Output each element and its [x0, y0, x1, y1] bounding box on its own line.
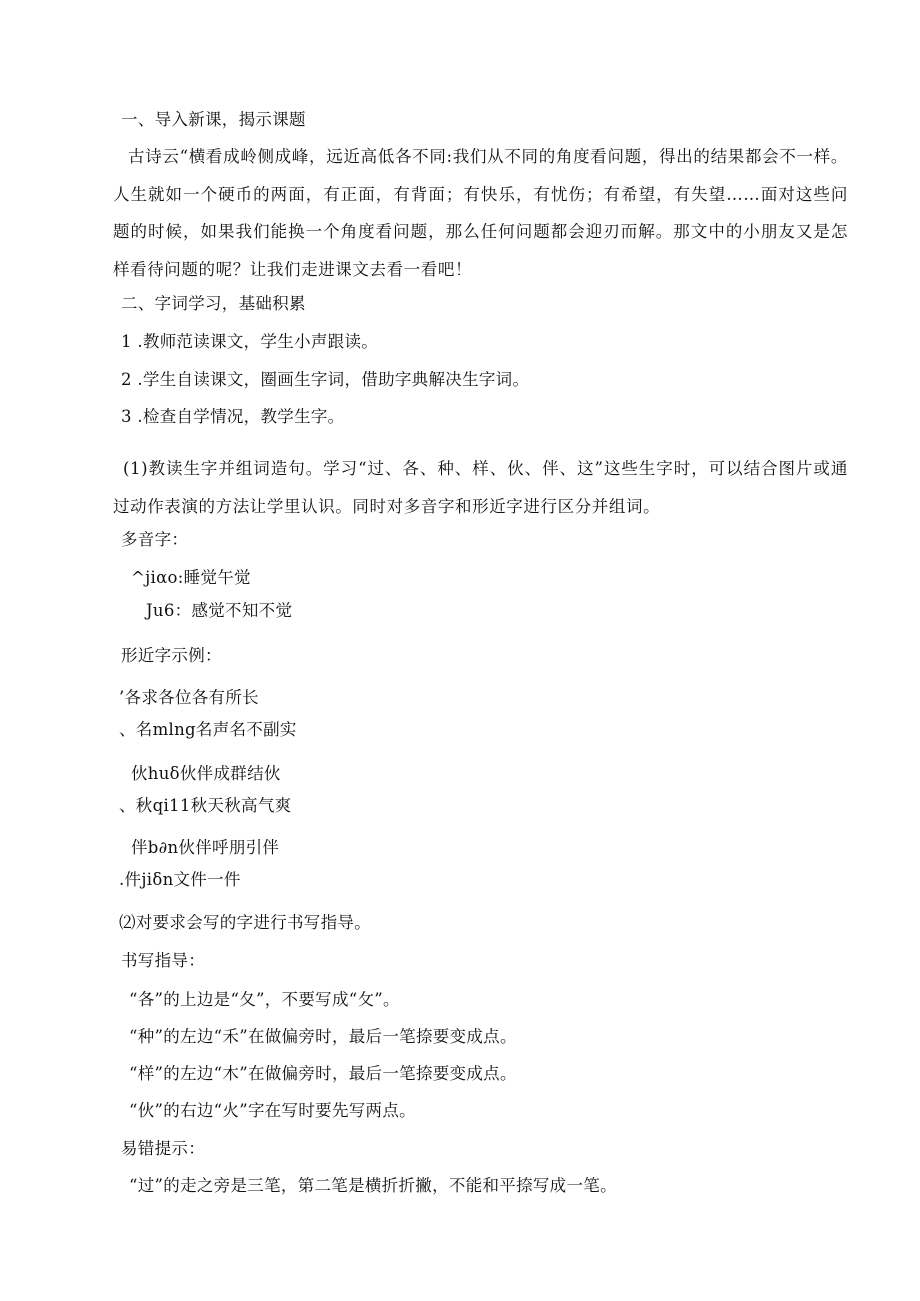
section1-heading: 一、导入新课，揭示课题 [121, 110, 306, 129]
intro-paragraph: 古诗云“横看成岭侧成峰，远近高低各不同:我们从不同的角度看问题，得出的结果都会不一样。人生就如一个硬币的两面，有正面，有背面；有快乐，有忧伤；有希望，有失望……面对这些问题的时候，如果我们能换一个角度看问题，那么任何问题都会迎刃而解。那文中的小朋友又是怎样看待问题的呢？让我们走进课文去看一看吧！ [113, 147, 848, 279]
polyphone-label: 多音字： [121, 530, 189, 549]
writing-guide-item-4: “伙”的右边“火”字在写时要先写两点。 [129, 1101, 416, 1120]
writing-guide-item-1: “各”的上边是“夂”，不要写成“攵”。 [129, 990, 400, 1009]
sub2-heading: ⑵对要求会写的字进行书写指导。 [119, 913, 371, 932]
polyphone-line-2: Ju6：感觉不知不觉 [146, 601, 293, 620]
step-2: 2 .学生自读课文，圈画生字词，借助字典解决生字词。 [121, 370, 530, 389]
similar-group-2-line-1: 伙huδ伙伴成群结伙 [131, 764, 281, 783]
step-1: 1 .教师范读课文，学生小声跟读。 [121, 332, 379, 351]
error-tip-item-1: “过”的走之旁是三笔，第二笔是横折折撇，不能和平捺写成一笔。 [129, 1176, 617, 1195]
similar-group-2-line-2: 、秋qi11秋天秋高气爽 [119, 796, 292, 815]
writing-guide-label: 书写指导： [121, 951, 205, 970]
writing-guide-item-3: “样”的左边“木”在做偏旁时，最后一笔捺要变成点。 [129, 1064, 517, 1083]
section2-heading: 二、字词学习，基础积累 [121, 294, 306, 313]
similar-chars-label: 形近字示例： [121, 646, 222, 665]
similar-group-1-line-2: 、名mlng名声名不副实 [119, 720, 297, 739]
similar-group-1-line-1: ’各求各位各有所长 [119, 688, 259, 707]
error-tips-label: 易错提示： [121, 1139, 205, 1158]
writing-guide-item-2: “种”的左边“禾”在做偏旁时，最后一笔捺要变成点。 [129, 1027, 517, 1046]
sub1-paragraph: (1)教读生字并组词造句。学习“过、各、种、样、伙、伴、这”这些生字时，可以结合图片或通过动作表演的方法让学里认识。同时对多音字和形近字进行区分并组词。 [113, 459, 848, 516]
similar-group-3-line-2: .件jiδn文件一件 [119, 870, 241, 889]
similar-group-3-line-1: 伴b∂n伙伴呼朋引伴 [131, 838, 280, 857]
step-3: 3 .检查自学情况，教学生字。 [121, 407, 345, 426]
polyphone-line-1: ^jiαo:睡觉午觉 [131, 568, 251, 587]
